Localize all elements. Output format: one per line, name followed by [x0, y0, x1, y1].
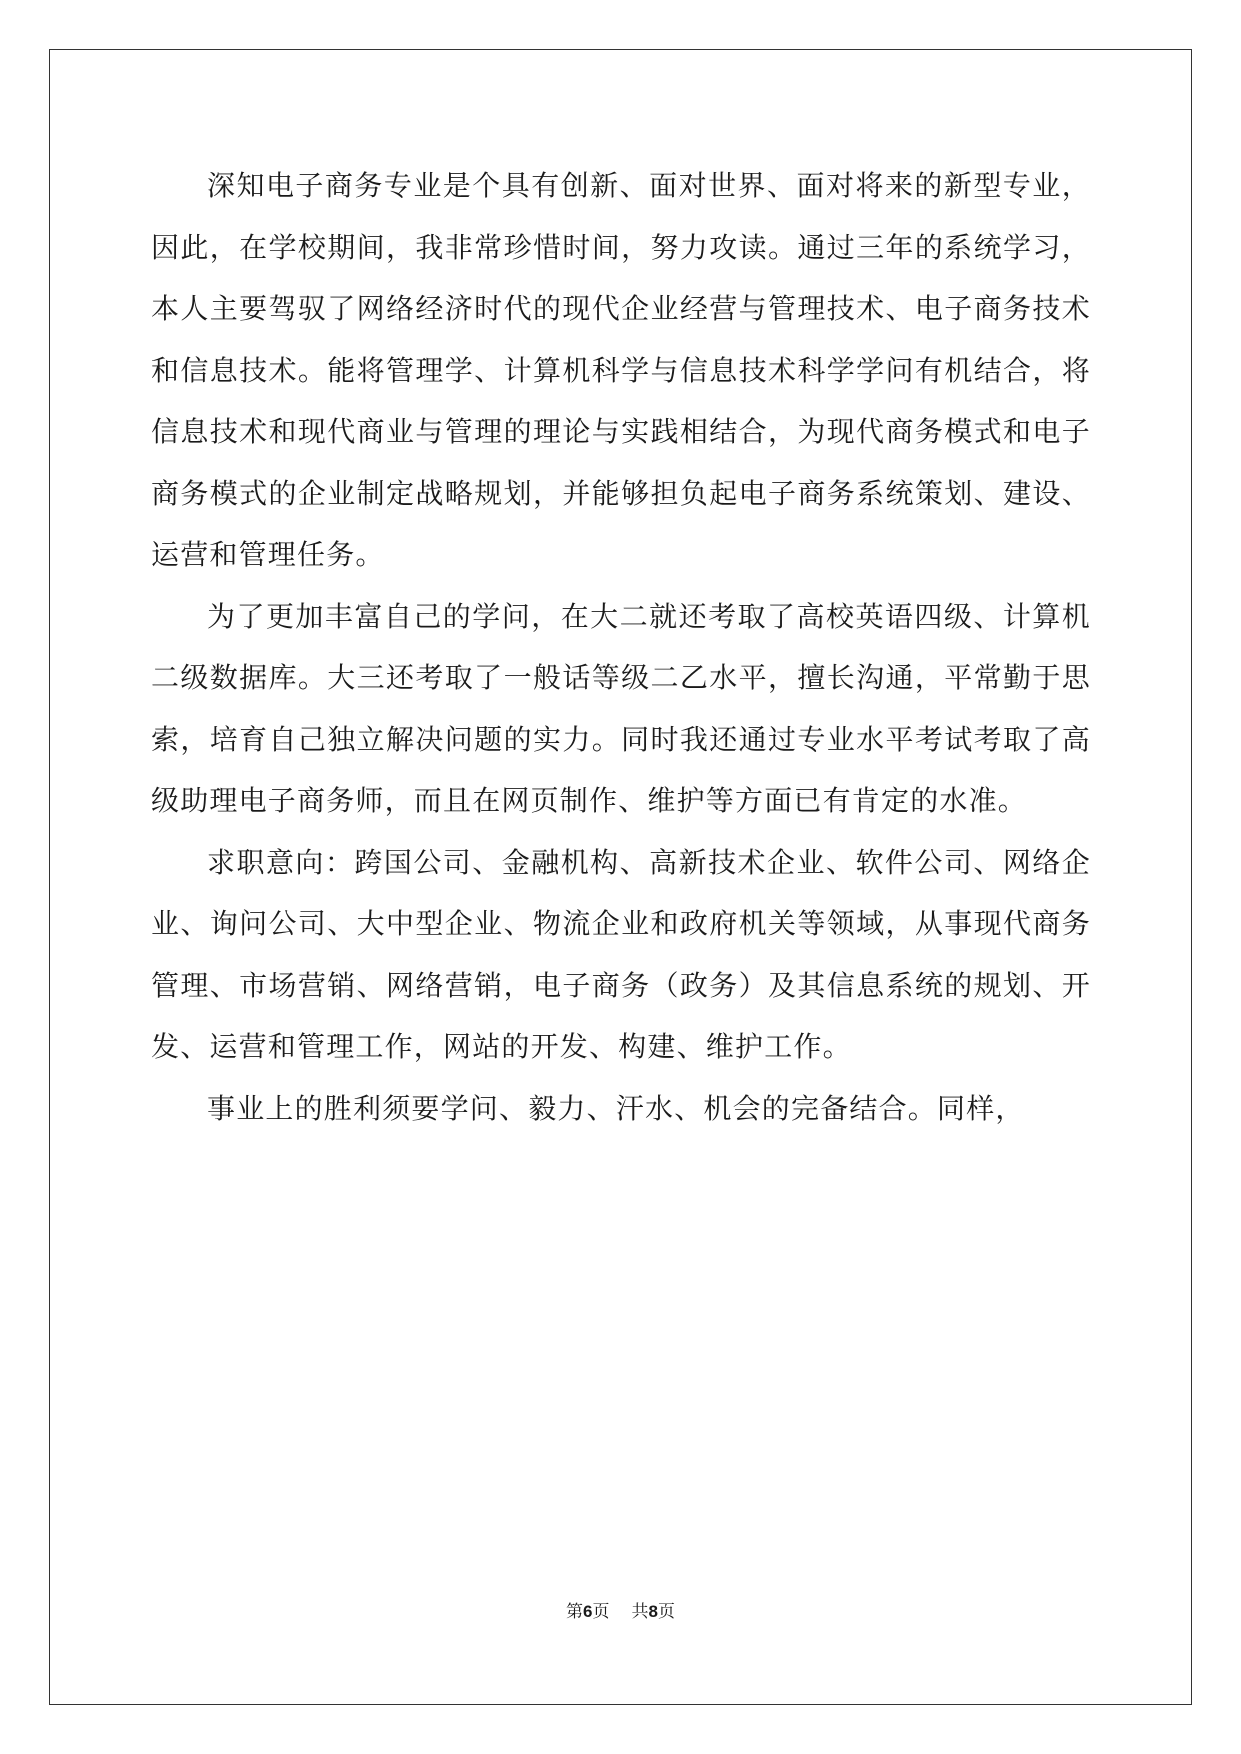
- paragraph-2: 为了更加丰富自己的学问，在大二就还考取了高校英语四级、计算机二级数据库。大三还考取了一般话等级二乙水平，擅长沟通，平常勤于思索，培育自己独立解决问题的实力。同时我还通过专业水平考试考取了高级助理电子商务师，而且在网页制作、维护等方面已有肯定的水准。: [151, 599, 1091, 817]
- document-body: [151, 155, 1091, 1139]
- page-suffix: 页: [592, 1602, 610, 1622]
- total-pages-number: 8: [648, 1602, 658, 1621]
- page-footer: [0, 1597, 1241, 1622]
- current-page-number: 6: [583, 1602, 593, 1621]
- total-suffix: 页: [657, 1602, 675, 1622]
- paragraph-4: 事业上的胜利须要学问、毅力、汗水、机会的完备结合。同样，: [207, 1091, 1025, 1125]
- total-prefix: 共: [631, 1602, 649, 1622]
- paragraph-1: 深知电子商务专业是个具有创新、面对世界、面对将来的新型专业，因此，在学校期间，我非常珍惜时间，努力攻读。通过三年的系统学习，本人主要驾驭了网络经济时代的现代企业经营与管理技术、电子商务技术和信息技术。能将管理学、计算机科学与信息技术科学学问有机结合，将信息技术和现代商业与管理的理论与实践相结合，为现代商务模式和电子商务模式的企业制定战略规划，并能够担负起电子商务系统策划、建设、运营和管理任务。: [151, 169, 1091, 571]
- page-prefix: 第: [566, 1602, 584, 1622]
- paragraph-3: 求职意向：跨国公司、金融机构、高新技术企业、软件公司、网络企业、询问公司、大中型企业、物流企业和政府机关等领域，从事现代商务管理、市场营销、网络营销，电子商务（政务）及其信息系统的规划、开发、运营和管理工作，网站的开发、构建、维护工作。: [151, 845, 1091, 1063]
